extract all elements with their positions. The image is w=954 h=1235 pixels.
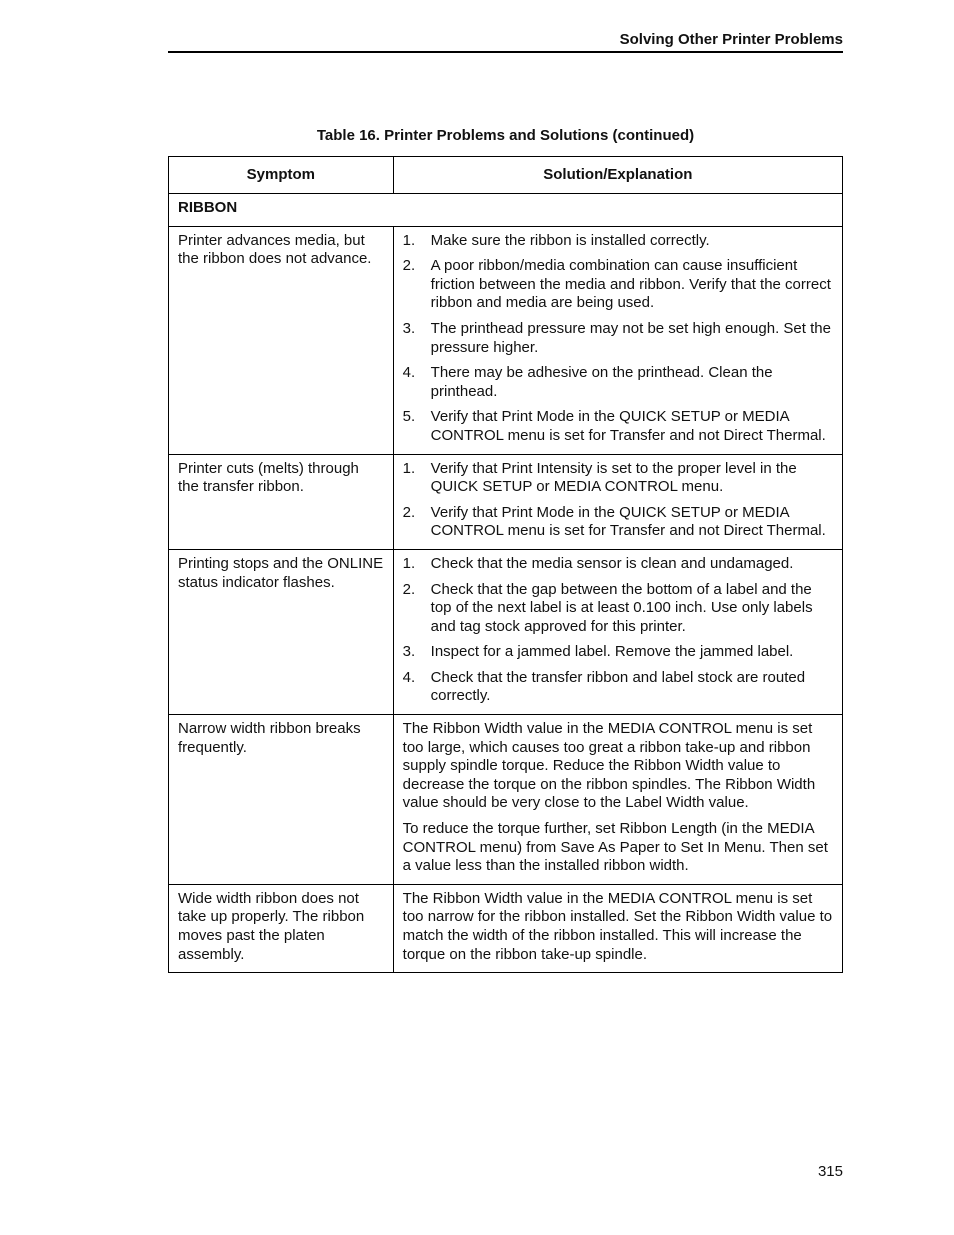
symptom-cell: Narrow width ribbon breaks frequently. <box>169 715 394 885</box>
section-label-ribbon: RIBBON <box>169 194 843 227</box>
solution-paragraph: The Ribbon Width value in the MEDIA CONTROL menu is set too large, which causes too great a ribbon take-up and ribbon supply spindle torque. Reduce the Ribbon Width value to decrease the torque on the ribbon spindles. The Ribbon Width value should be very close to the Label Width value. <box>402 720 816 812</box>
table-row <box>169 549 843 714</box>
item-text: Verify that Print Mode in the QUICK SETUP or MEDIA CONTROL menu is set for Transfer and not Direct Thermal. <box>430 503 826 540</box>
list-item <box>403 669 833 706</box>
list-item <box>403 555 833 574</box>
solution-cell <box>393 226 842 454</box>
item-text: Make sure the ribbon is installed correctly. <box>430 231 710 249</box>
item-number: 4. <box>402 668 416 686</box>
symptom-cell: Printer cuts (melts) through the transfer ribbon. <box>169 454 394 549</box>
list-item <box>403 257 833 313</box>
item-number: 4. <box>402 364 416 382</box>
solution-cell <box>393 454 842 549</box>
table-row <box>169 884 843 972</box>
item-text: Verify that Print Mode in the QUICK SETUP or MEDIA CONTROL menu is set for Transfer and not Direct Thermal. <box>430 408 826 444</box>
list-item <box>403 408 833 445</box>
table-row <box>169 226 843 454</box>
running-header: Solving Other Printer Problems <box>168 31 843 53</box>
problems-solutions-table <box>168 156 843 973</box>
list-item <box>403 504 833 541</box>
item-text: There may be adhesive on the printhead. Clean the printhead. <box>430 364 773 400</box>
item-text: A poor ribbon/media combination can cause insufficient friction between the media and ribbon. Verify that the correct ribbon and media are being used. <box>430 257 831 312</box>
item-number: 2. <box>402 257 416 275</box>
solution-list <box>403 232 833 446</box>
item-text: Check that the media sensor is clean and undamaged. <box>430 554 794 572</box>
solution-paragraph: To reduce the torque further, set Ribbon Length (in the MEDIA CONTROL menu) from Save As Paper to Set In Menu. Then set a value less than the installed ribbon width. <box>402 820 828 875</box>
solution-cell <box>393 715 842 885</box>
symptom-cell: Wide width ribbon does not take up properly. The ribbon moves past the platen assembly. <box>169 884 394 972</box>
item-number: 5. <box>402 408 416 426</box>
list-item <box>403 643 833 662</box>
list-item <box>403 364 833 401</box>
symptom-cell: Printer advances media, but the ribbon does not advance. <box>169 226 394 454</box>
item-text: Inspect for a jammed label. Remove the jammed label. <box>430 643 794 661</box>
table-row <box>169 454 843 549</box>
column-header-symptom: Symptom <box>169 157 394 194</box>
item-text: Verify that Print Intensity is set to the proper level in the QUICK SETUP or MEDIA CONTROL menu. <box>430 459 797 496</box>
page-number: 315 <box>817 1163 843 1180</box>
solution-list <box>403 555 833 706</box>
item-number: 2. <box>402 503 416 521</box>
item-text: Check that the gap between the bottom of a label and the top of the next label is at least 0.100 inch. Use only labels and tag stock approved for this printer. <box>430 580 813 635</box>
symptom-cell: Printing stops and the ONLINE status indicator flashes. <box>169 549 394 714</box>
item-number: 3. <box>402 319 416 337</box>
solution-list <box>403 460 833 541</box>
item-text: The printhead pressure may not be set high enough. Set the pressure higher. <box>430 319 831 356</box>
solution-paragraph: The Ribbon Width value in the MEDIA CONTROL menu is set too narrow for the ribbon installed. Set the Ribbon Width value to match the width of the ribbon installed. This will increase the torque on the ribbon take-up spindle. <box>402 889 833 963</box>
section-row <box>169 194 843 227</box>
item-number: 1. <box>402 231 416 249</box>
solution-cell <box>393 884 842 972</box>
solution-cell <box>393 549 842 714</box>
list-item <box>403 460 833 497</box>
table-row <box>169 715 843 885</box>
table-header-row <box>169 157 843 194</box>
item-number: 2. <box>402 580 416 598</box>
list-item <box>403 581 833 637</box>
item-number: 1. <box>402 554 416 572</box>
item-number: 1. <box>402 459 416 477</box>
item-number: 3. <box>402 643 416 661</box>
item-text: Check that the transfer ribbon and label stock are routed correctly. <box>430 668 806 705</box>
list-item <box>403 320 833 357</box>
table-caption: Table 16. Printer Problems and Solutions (continued) <box>316 127 695 144</box>
column-header-solution: Solution/Explanation <box>393 157 842 194</box>
list-item <box>403 232 833 251</box>
